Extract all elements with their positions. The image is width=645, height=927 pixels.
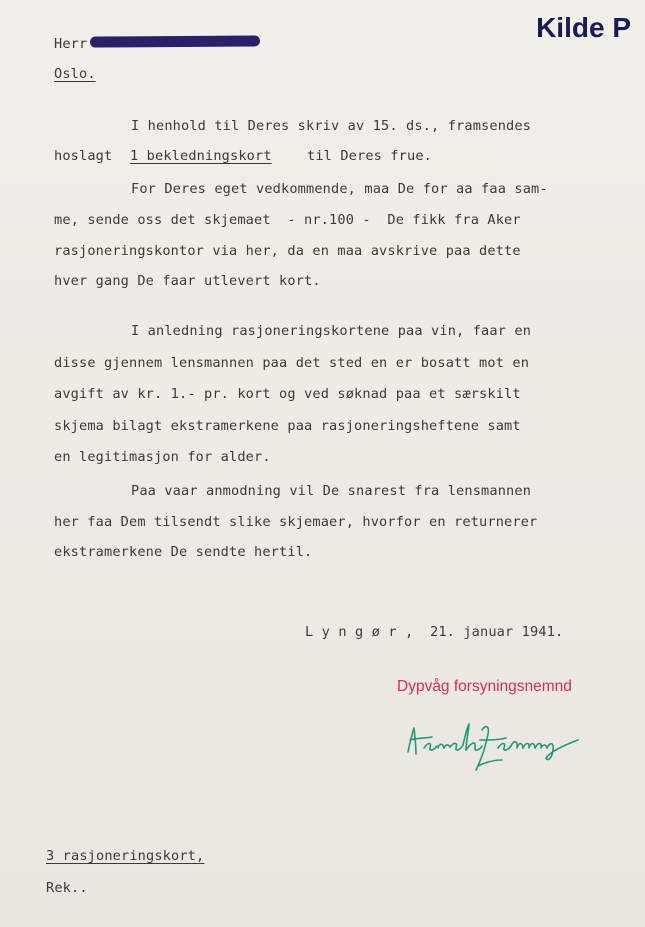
source-label: Kilde P [536, 12, 631, 43]
body-line-8: disse gjennem lensmannen paa det sted en er bosatt mot en [54, 355, 530, 371]
handwritten-signature [402, 718, 587, 776]
body-line-11: en legitimasjon for alder. [54, 449, 271, 465]
body-line-14: ekstramerkene De sendte hertil. [54, 544, 313, 560]
salutation: Herr [54, 36, 88, 52]
authority-stamp: Dypvåg forsyningsnemnd [397, 678, 572, 695]
body-line-13: her faa Dem tilsendt slike skjemaer, hvorfor en returnerer [54, 514, 538, 530]
body-line-1: I henhold til Deres skriv av 15. ds., framsendes [131, 118, 532, 134]
body-line-2c: til Deres frue. [307, 148, 433, 164]
body-line-7: I anledning rasjoneringskortene paa vin, faar en [131, 323, 532, 339]
body-line-9: avgift av kr. 1.- pr. kort og ved søknad paa et særskilt [54, 386, 521, 402]
registered-mail-note: Rek.. [46, 880, 88, 896]
enclosure-note: 3 rasjoneringskort, [46, 848, 205, 864]
body-line-2a: hoslagt [54, 148, 113, 164]
body-line-6: hver gang De faar utlevert kort. [54, 273, 321, 289]
body-line-12: Paa vaar anmodning vil De snarest fra lensmannen [131, 483, 532, 499]
body-line-5: rasjoneringskontor via her, da en maa avskrive paa dette [54, 243, 521, 259]
body-line-4: me, sende oss det skjemaet - nr.100 - De fikk fra Aker [54, 212, 521, 228]
redacted-name [90, 35, 260, 47]
addressee-city: Oslo. [54, 66, 96, 82]
body-line-10: skjema bilagt ekstramerkene paa rasjoneringsheftene samt [54, 418, 521, 434]
enclosed-item: 1 bekledningskort [130, 148, 272, 164]
body-line-3: For Deres eget vedkommende, maa De for aa faa sam- [131, 181, 548, 197]
place-date: L y n g ø r , 21. januar 1941. [305, 624, 564, 640]
